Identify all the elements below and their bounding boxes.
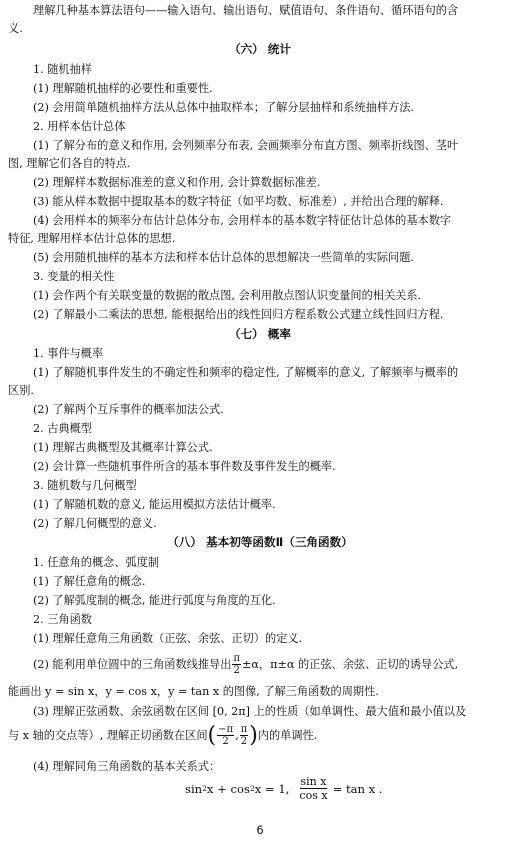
text-line: (2) 理解样本数据标准差的意义和作用, 会计算数据标准差. [33,176,321,189]
text-line: (1) 会作两个有关联变量的数据的散点图, 会利用散点图认识变量间的相关关系. [33,289,422,302]
formula-part: = tan x . [332,781,383,796]
right-paren: ) [249,722,258,748]
section-heading: （六） 统计 [228,42,291,56]
text-line: (4) 理解同角三角函数的基本关系式： [33,760,221,773]
text-line: (1) 了解任意角的概念. [33,575,146,588]
exponent: 2 [202,784,207,793]
text-line: (1) 了解随机事件发生的不确定性和频率的稳定性, 了解概率的意义, 了解频率与概率的 [33,366,459,379]
trig-identity-formula [185,775,383,802]
text-line: 理解几种基本算法语句——输入语句、输出语句、赋值语句、条件语句、循环语句的含 [33,4,459,17]
text-line-with-fraction [33,653,458,676]
text-fragment: 内的单调性. [257,728,318,742]
text-fragment: (2) 能利用单位圆中的三角函数线推导出 [33,657,232,671]
pi-over-2-fraction [232,653,241,676]
text-line: 图, 理解它们各自的特点. [8,157,131,170]
fraction-numerator: π [233,653,240,664]
section-heading: （七） 概率 [228,327,291,341]
fraction-denominator: cos x [299,789,328,802]
formula-part: x + cos [206,781,250,796]
text-line: (2) 了解弧度制的概念, 能进行弧度与角度的互化. [33,594,276,607]
text-line: 义. [8,22,23,35]
text-line-with-interval [8,724,317,747]
comma: , [235,728,239,742]
formula-part: x = 1, [254,781,290,796]
text-line: 特征, 理解用样本估计总体的思想. [8,232,176,245]
text-line: (1) 理解随机抽样的必要性和重要性. [33,82,213,95]
text-line: 能画出 y = sin x，y = cos x，y = tan x 的图像, 了解三角函数的周期性. [8,685,379,698]
text-line: (1) 了解分布的意义和作用, 会列频率分布表, 会画频率分布直方图、频率折线图、茎叶 [33,139,459,152]
text-line: (5) 会用随机抽样的基本方法和样本估计总体的思想解决一些简单的实际问题. [33,251,414,264]
subsection-title: 2. 古典概型 [33,422,92,435]
fraction-numerator: −π [218,724,234,735]
exponent: 2 [249,784,255,793]
formula-part: sin [185,781,203,796]
fraction-numerator: sin x [300,775,327,788]
text-fragment: ±α，π±α 的正弦、余弦、正切的诱导公式, [241,657,459,671]
fraction-denominator: 2 [222,736,229,747]
subsection-title: 2. 三角函数 [33,613,92,626]
text-line: (2) 了解几何概型的意义. [33,517,157,530]
subsection-title: 1. 任意角的概念、弧度制 [33,556,160,569]
fraction-denominator: 2 [240,736,248,747]
text-fragment: 与 x 轴的交点等）, 理解正切函数在区间 [8,728,208,742]
subsection-title: 3. 随机数与几何概型 [33,479,137,492]
text-line: (2) 会计算一些随机事件所含的基本事件数及事件发生的概率. [33,460,336,473]
fraction-denominator: 2 [233,665,240,676]
subsection-title: 2. 用样本估计总体 [33,120,126,133]
subsection-title: 1. 事件与概率 [33,347,104,360]
subsection-title: 1. 随机抽样 [33,63,92,76]
subsection-title: 3. 变量的相关性 [33,270,115,283]
pi-over-2-fraction [240,724,249,747]
text-line: (1) 理解任意角三角函数（正弦、余弦、正切）的定义. [33,632,303,645]
section-heading: （八） 基本初等函数Ⅱ（三角函数） [167,535,353,549]
text-line: (1) 了解随机数的意义, 能运用模拟方法估计概率. [33,498,276,511]
text-line: 区别. [8,384,34,397]
sin-over-cos-fraction [298,775,328,802]
text-line: (1) 理解古典概型及其概率计算公式. [33,441,213,454]
text-line: (2) 了解两个互斥事件的概率加法公式. [33,403,224,416]
left-paren: ( [207,722,217,748]
text-line: (3) 理解正弦函数、余弦函数在区间 [0, 2π] 上的性质（如单调性、最大值和最小值以及 [33,705,467,718]
text-line: (2) 了解最小二乘法的思想, 能根据给出的线性回归方程系数公式建立线性回归方程. [33,308,444,321]
neg-pi-over-2-fraction [217,724,234,747]
page-number: 6 [256,823,264,837]
text-line: (2) 会用简单随机抽样方法从总体中抽取样本；了解分层抽样和系统抽样方法. [33,101,414,114]
fraction-numerator: π [240,724,248,735]
text-line: (4) 会用样本的频率分布估计总体分布, 会用样本的基本数字特征估计总体的基本数字 [33,214,452,227]
text-line: (3) 能从样本数据中提取基本的数字特征（如平均数、标准差）, 并给出合理的解释. [33,195,444,208]
